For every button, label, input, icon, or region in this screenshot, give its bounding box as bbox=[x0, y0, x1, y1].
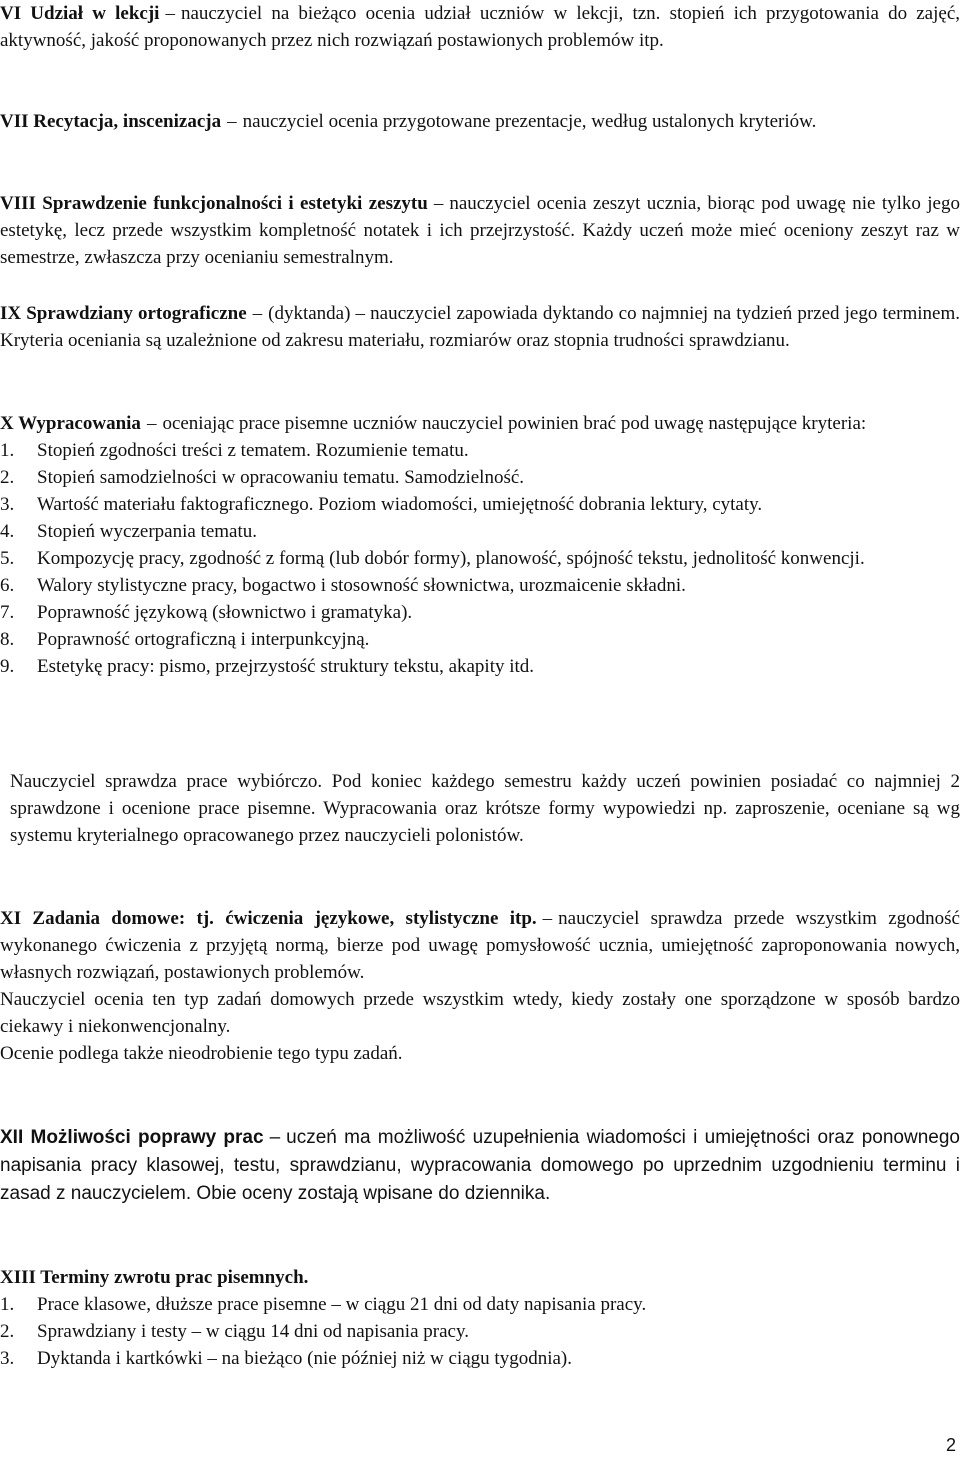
section-vi-heading: VI Udział w lekcji bbox=[0, 3, 160, 24]
list-text: Stopień wyczerpania tematu. bbox=[37, 521, 258, 542]
section-xii bbox=[0, 1124, 960, 1208]
list-number: 8. bbox=[0, 629, 15, 650]
section-summary bbox=[0, 768, 960, 849]
list-number: 5. bbox=[0, 548, 15, 569]
section-xi-paragraph-3: Ocenie podlega także nieodrobienie tego typu zadań. bbox=[0, 1043, 403, 1064]
dash: – bbox=[252, 303, 263, 324]
section-xi-paragraph bbox=[0, 905, 960, 986]
list-text: Walory stylistyczne pracy, bogactwo i stosowność słownictwa, urozmaicenie składni. bbox=[37, 575, 686, 596]
section-vii-paragraph bbox=[0, 108, 960, 135]
section-x-text: oceniając prace pisemne uczniów nauczyciel powinien brać pod uwagę następujące kryteria: bbox=[162, 413, 867, 434]
section-x bbox=[0, 410, 960, 680]
section-viii-paragraph bbox=[0, 190, 960, 271]
list-number: 9. bbox=[0, 656, 15, 677]
list-item bbox=[0, 437, 960, 464]
section-ix-text: (dyktanda) – nauczyciel zapowiada dyktando co najmniej na tydzień przed jego terminem. Kryteria oceniania są uzależnione od zakresu materiału, rozmiarów oraz stopnia trudności sprawdzianu. bbox=[0, 303, 960, 351]
list-item bbox=[0, 1291, 960, 1318]
deadlines-list bbox=[0, 1291, 960, 1372]
section-ix-heading: IX Sprawdziany ortograficzne bbox=[0, 303, 247, 324]
list-item bbox=[0, 599, 960, 626]
section-xi-paragraph-2: Nauczyciel ocenia ten typ zadań domowych przede wszystkim wtedy, kiedy zostały one sporządzone w sposób bardzo ciekawy i niekonwencjonalny. bbox=[0, 989, 960, 1037]
list-item bbox=[0, 545, 960, 572]
section-xii-text: uczeń ma możliwość uzupełnienia wiadomości i umiejętności oraz ponownego napisania pracy klasowej, testu, sprawdzianu, wypracowania domowego po uprzednim uzgodnieniu terminu i zasad z nauczycielem. Obie oceny zostają wpisane do dziennika. bbox=[0, 1127, 960, 1204]
list-text: Poprawność językową (słownictwo i gramatyka). bbox=[37, 602, 413, 623]
section-viii bbox=[0, 190, 960, 271]
list-text: Wartość materiału faktograficznego. Poziom wiadomości, umiejętność dobrania lektury, cytaty. bbox=[37, 494, 763, 515]
list-text: Stopień samodzielności w opracowaniu tematu. Samodzielność. bbox=[37, 467, 525, 488]
page-number: 2 bbox=[945, 1435, 956, 1455]
section-xii-paragraph bbox=[0, 1124, 960, 1208]
list-text: Estetykę pracy: pismo, przejrzystość struktury tekstu, akapity itd. bbox=[37, 656, 535, 677]
section-viii-heading: VIII Sprawdzenie funkcjonalności i estetyki zeszytu bbox=[0, 193, 428, 214]
dash: – bbox=[227, 111, 237, 132]
section-vi-text: nauczyciel na bieżąco ocenia udział uczniów w lekcji, tzn. stopień ich przygotowania do zajęć, aktywność, jakość proponowanych przez nich rozwiązań postawionych problemów itp. bbox=[0, 3, 960, 51]
list-number: 2. bbox=[0, 1321, 15, 1342]
list-text: Poprawność ortograficzną i interpunkcyjną. bbox=[37, 629, 370, 650]
section-xi-text: nauczyciel sprawdza przede wszystkim zgodność wykonanego ćwiczenia z przyjętą normą, bierze pod uwagę pomysłowość ucznia, umiejętność zaproponowania nowych, własnych rozwiązań, postawionych problemów. bbox=[0, 908, 960, 983]
list-number: 4. bbox=[0, 521, 15, 542]
list-text: Dyktanda i kartkówki – na bieżąco (nie później niż w ciągu tygodnia). bbox=[37, 1348, 572, 1369]
section-x-heading: X Wypracowania bbox=[0, 413, 141, 434]
summary-paragraph: Nauczyciel sprawdza prace wybiórczo. Pod koniec każdego semestru każdy uczeń powinien posiadać co najmniej 2 sprawdzone i ocenione prace pisemne. Wypracowania oraz krótsze formy wypowiedzi np. zaproszenie, oceniane są wg systemu kryterialnego opracowanego przez nauczycieli polonistów. bbox=[10, 771, 960, 846]
list-number: 2. bbox=[0, 467, 15, 488]
list-number: 3. bbox=[0, 494, 15, 515]
list-item bbox=[0, 464, 960, 491]
section-viii-text: nauczyciel ocenia zeszyt ucznia, biorąc pod uwagę nie tylko jego estetykę, lecz przede wszystkim kompletność notatek i ich przejrzystość. Każdy uczeń może mieć oceniony zeszyt raz w semestrze, zwłaszcza przy ocenianiu semestralnym. bbox=[0, 193, 960, 268]
section-vi bbox=[0, 0, 960, 54]
list-text: Kompozycję pracy, zgodność z formą (lub dobór formy), planowość, spójność tekstu, jednolitość konwencji. bbox=[37, 548, 865, 569]
section-xii-heading: XII Możliwości poprawy prac bbox=[0, 1127, 264, 1148]
section-vii bbox=[0, 108, 960, 135]
section-xiii bbox=[0, 1264, 960, 1372]
list-number: 7. bbox=[0, 602, 15, 623]
list-item bbox=[0, 1318, 960, 1345]
dash: – bbox=[146, 413, 157, 434]
section-vi-paragraph bbox=[0, 0, 960, 54]
dash: – bbox=[542, 908, 553, 929]
list-item bbox=[0, 626, 960, 653]
section-ix-paragraph bbox=[0, 300, 960, 354]
section-xiii-heading: XIII Terminy zwrotu prac pisemnych. bbox=[0, 1267, 309, 1288]
dash: – bbox=[433, 193, 444, 214]
list-text: Stopień zgodności treści z tematem. Rozumienie tematu. bbox=[37, 440, 469, 461]
list-item bbox=[0, 653, 960, 680]
list-item bbox=[0, 572, 960, 599]
dash: – bbox=[269, 1127, 281, 1148]
section-vii-heading: VII Recytacja, inscenizacja bbox=[0, 111, 222, 132]
section-xi bbox=[0, 905, 960, 1067]
list-text: Prace klasowe, dłuższe prace pisemne – w ciągu 21 dni od daty napisania pracy. bbox=[37, 1294, 647, 1315]
list-number: 6. bbox=[0, 575, 15, 596]
list-number: 1. bbox=[0, 1294, 15, 1315]
list-item bbox=[0, 1345, 960, 1372]
section-vii-text: nauczyciel ocenia przygotowane prezentacje, według ustalonych kryteriów. bbox=[242, 111, 817, 132]
list-number: 3. bbox=[0, 1348, 15, 1369]
section-ix bbox=[0, 300, 960, 354]
section-x-paragraph bbox=[0, 410, 960, 437]
list-text: Sprawdziany i testy – w ciągu 14 dni od napisania pracy. bbox=[37, 1321, 469, 1342]
section-xi-heading: XI Zadania domowe: tj. ćwiczenia językowe, stylistyczne itp. bbox=[0, 908, 537, 929]
criteria-list bbox=[0, 437, 960, 680]
list-number: 1. bbox=[0, 440, 15, 461]
list-item bbox=[0, 518, 960, 545]
list-item bbox=[0, 491, 960, 518]
dash: – bbox=[165, 3, 175, 24]
